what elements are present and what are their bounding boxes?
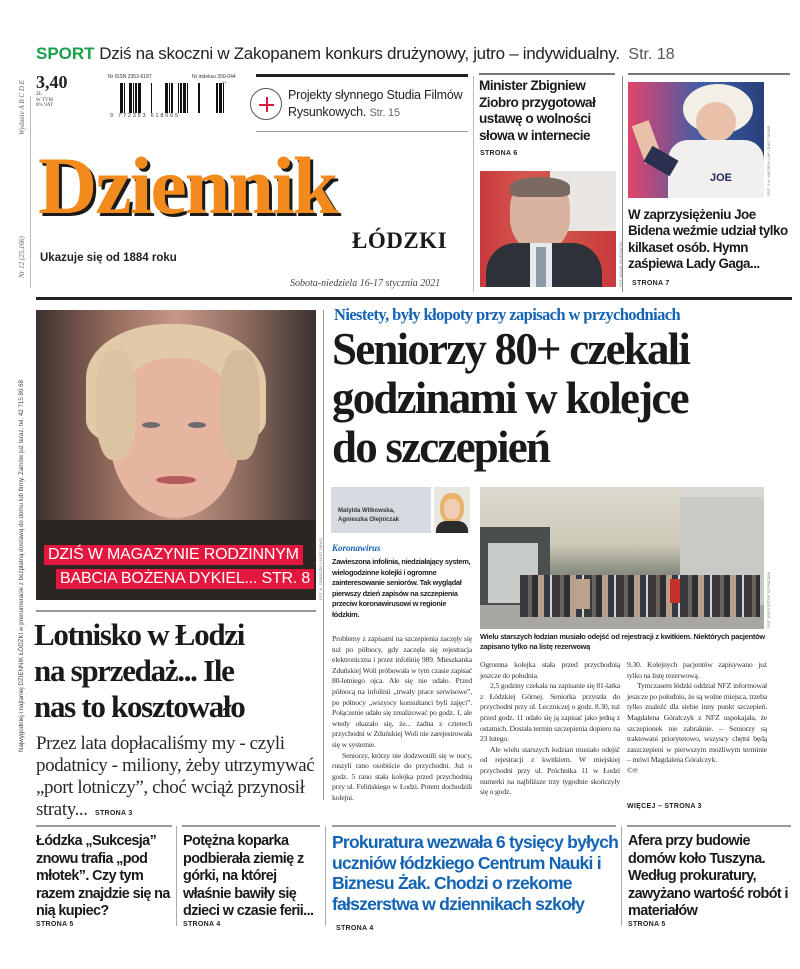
main-body-col3 (627, 660, 767, 777)
issn-label: Nr ISSN 2353-6187 (108, 74, 152, 80)
barcode-addon (216, 83, 232, 113)
barcode-bar (135, 83, 137, 113)
sport-teaser: Dziś na skoczni w Zakopanem konkurs drużynowy, jutro – indywidualny. (99, 44, 620, 63)
main-kicker: Niestety, były kłopoty przy zapisach w przychodniach (334, 305, 681, 324)
barcode-bar (133, 83, 134, 113)
barcode-addon-digits: 07 (222, 80, 227, 85)
main-lead: Zawieszona infolinia, niedziałający system, wielogodzinne kolejki i ogromne zainteresowanie seniorów. Tak wyglądał pierwszy dzień zapisów na szczepienia przeciw koronawirusowi w regionie łódzkim. (332, 557, 471, 619)
lotnisko-headline[interactable] (34, 617, 324, 725)
price-value: 3,40 (36, 72, 68, 92)
barcode-bar (178, 83, 179, 113)
queue-photo[interactable] (480, 487, 764, 629)
koparka-headline[interactable]: Potężna koparka podbierała ziemię z górki, na której właśnie bawiły się dzieci w czasie ferii... (183, 833, 314, 920)
biden-top-rule (628, 73, 790, 75)
author-1: Matylda Witkowska, (338, 508, 395, 514)
index-label: Nr indeksu 350-044 (192, 74, 236, 80)
main-headline[interactable] (332, 325, 792, 472)
paragraph: 9.30. Kolejnych pacjentów zapisywano już tylko na listę rezerwową. (627, 660, 767, 680)
section-tag: Koronawirus (332, 543, 381, 553)
masthead-tagline: Ukazuje się od 1884 roku (40, 252, 177, 264)
cartoon-studio-text: Projekty słynnego Studia Filmów Rysunkowych. (288, 88, 463, 119)
main-headline-line: Seniorzy 80+ czekali (332, 324, 690, 374)
author-box (331, 487, 431, 533)
bottom-rule-4 (627, 825, 791, 827)
paragraph: Ogromna kolejka stała przed przychodnią jeszcze do południa. (480, 660, 620, 680)
ziobro-top-rule (479, 73, 615, 75)
barcode-bar (187, 83, 188, 113)
lotnisko-page-ref: STRONA 3 (95, 810, 133, 817)
paragraph: Seniorzy, którzy nie dodzwonili się w nocy, ruszyli rano osobiście do przychodni. Już o godz. 5 rano stała kolejka przed przychodnią przy ul. Felińskiego w Łodzi. Potem dochodzili kolejni. (332, 750, 472, 802)
bottom-divider-2 (325, 826, 326, 926)
joe-shirt-text: JOE (710, 172, 733, 184)
edition-label: Wydanie A B C D E (18, 80, 26, 135)
lotnisko-headline-line: Lotnisko w Łodzi (34, 617, 245, 652)
koparka-page-ref: STRONA 4 (183, 921, 221, 928)
lotnisko-headline-line: nas to kosztowało (34, 689, 245, 724)
barcode-bar (124, 83, 125, 113)
barcode-bar (151, 83, 152, 113)
author-initials: ©℗ (627, 765, 639, 775)
price-vat-2: 8% VAT (36, 103, 53, 108)
barcode-bar (180, 83, 182, 113)
paragraph: Tymczasem łódzki oddział NFZ informował jeszcze po południu, że są wolne miejsca, trzeba tylko znaleźć dla siebie inny punkt szczepień. Magdalena Góralczyk z NFZ uspokajała, że szczepionek nie zabraknie. – Seniorzy są traktowani priorytetowo, wszyscy chętni będą zaszczepieni w pierwszym możliwym terminie – mówi Magdalena Góralczyk. (627, 681, 767, 765)
author-photo (434, 487, 470, 533)
lotnisko-headline-line: na sprzedaż... Ile (34, 653, 234, 688)
side-divider (30, 96, 31, 288)
plus-circle-icon (250, 88, 282, 120)
magazine-photo-credit: FOT. K. ZAWADZKI / EAST NEWS (318, 538, 323, 600)
sport-banner[interactable] (36, 44, 796, 66)
zak-headline-text: Prokuratura wezwała 6 tysięcy byłych uczniów łódzkiego Centrum Nauki i Biznesu Żak. Chodzi o rzekome fałszerstwa w dziennikach szkoły (332, 832, 619, 914)
barcode-bar (223, 83, 224, 113)
biden-page-ref: STRONA 7 (632, 279, 670, 287)
barcode-bar (138, 83, 141, 113)
tuszyn-page-ref: STRONA 5 (628, 921, 666, 928)
magazine-line-2[interactable]: BABCIA BOŻENA DYKIEL... STR. 8 (56, 569, 314, 589)
barcode-bar (216, 83, 218, 113)
biden-headline[interactable] (628, 207, 788, 292)
barcode-digits: 9 772353 618065 (110, 113, 180, 119)
barcode-bar (169, 83, 170, 113)
masthead-subtitle: ŁÓDZKI (352, 228, 448, 253)
zak-page-ref: STRONA 4 (336, 925, 374, 933)
issue-date: Sobota-niedziela 16-17 stycznia 2021 (290, 278, 441, 289)
sukcesja-page-ref: STRONA 5 (36, 921, 74, 928)
lotnisko-top-rule (36, 610, 316, 612)
paragraph: Ale wielu starszych łodzian musiało odejść od rejestracji z kwitkiem. W miejskiej przychodni przy ul. Próchnika 11 w Łodzi numerki na najbliższe trzy tygodnie skończyły się o godz. (480, 744, 620, 797)
price-vat (36, 92, 53, 109)
authors (338, 507, 399, 525)
tuszyn-headline[interactable]: Afera przy budowie domów koło Tuszyna. Według prokuratury, zawyżano wartość robót i materiałów (628, 833, 788, 920)
barcode-bar (219, 83, 222, 113)
zak-headline[interactable] (332, 832, 622, 940)
ziobro-photo-credit: FOT. ADAM JANKOWSKI (618, 241, 623, 287)
cartoon-studio-teaser[interactable] (288, 87, 468, 122)
main-body-col1 (332, 634, 472, 804)
bottom-rule-1 (36, 825, 172, 827)
barcode-bar (183, 83, 186, 113)
ziobro-page-ref: STRONA 6 (480, 150, 518, 157)
author-2: Agnieszka Olejniczak (338, 517, 400, 523)
queue-photo-caption: Wielu starszych łodzian musiało odejść od rejestracji z kwitkiem. Niektórych pacjentów zapisano tylko na listę rezerwową (480, 632, 765, 651)
masthead-bottom-rule (36, 297, 792, 300)
paragraph: Problemy z zapisami na szczepienia zaczęły się tuż po północy, gdy zaczęła się rejestracja elektroniczna i przez infolinię 989. Mieszkanka Zduńskiej Woli próbowała w tym czasie zapisać 80-letniego ojca. Ale się nie udało. Przed północą na infolinii „trwały prace serwisowe”, po północy „wszyscy konsultanci byli zajęci”. Połączenie udało się zrealizować po godz. 1, ale wtedy okazało się, że... żadna z czterech przychodni w Zduńskiej Woli nie zarejestrowała się w systemie. (332, 634, 472, 749)
biden-headline-text: W zaprzysiężeniu Joe Bidena weźmie udział tylko kilkaset osób. Hymn zaśpiewa Lady Gaga... (628, 207, 788, 272)
biden-photo-credit: FOT. J.H. WATSON / AP / EAST NEWS (766, 125, 771, 196)
sport-section-label: SPORT (36, 44, 95, 63)
masthead-title: Dziennik (38, 140, 337, 231)
sport-page-ref: Str. 18 (628, 46, 675, 63)
more-page-ref[interactable]: WIĘCEJ – STRONA 3 (627, 803, 702, 810)
paragraph: 2,5 godziny czekała na zapisanie się 81-latka z Łódzkiej Górnej. Seniorka przyszła do przychodni przy ul. Leczniczej o godz. 8.30, tuż przed godz. 11 udało się ją zapisać jako jedną z ostatnich. Dostała termin szczepienia dopiero na 23 lutego. (480, 681, 620, 744)
main-headline-line: do szczepień (332, 422, 550, 472)
ziobro-photo[interactable] (480, 171, 616, 287)
queue-photo-credit: FOT. KRZYSZTOF SZYMCZAK (766, 571, 771, 628)
cartoon-studio-page-ref: Str. 15 (369, 107, 400, 119)
sukcesja-headline[interactable]: Łódzka „Sukcesja” znowu trafia „pod młotek”. Czy tym razem znajdzie się na nią kupiec? (36, 833, 170, 920)
barcode-bar (165, 83, 168, 113)
main-column-divider (323, 310, 324, 800)
barcode-bar (171, 83, 173, 113)
biden-photo[interactable] (628, 82, 764, 198)
main-headline-line: godzinami w kolejce (332, 373, 688, 423)
issue-number: Nr 12 (25,166) (18, 236, 26, 278)
teaser-top-rule (256, 74, 468, 77)
barcode-bar (129, 83, 132, 113)
lotnisko-deck-text: Przez lata dopłacaliśmy my - czyli podatnicy - miliony, żeby utrzymywać „port lotniczy”, choć wciąż przynosił straty... (36, 733, 315, 820)
barcode-bar (198, 83, 200, 113)
bottom-rule-2 (182, 825, 320, 827)
price-vat-1: W TYM (36, 97, 53, 103)
masthead-divider (473, 76, 474, 292)
ziobro-headline[interactable]: Minister Zbigniew Ziobro przygotował ustawę o wolności słowa w internecie (479, 78, 596, 143)
teaser-bottom-rule (256, 131, 468, 132)
barcode-bar (120, 83, 123, 113)
price-currency: ZŁ (36, 92, 43, 97)
bottom-rule-3 (332, 825, 616, 827)
lotnisko-deck (36, 733, 326, 825)
main-body-col2 (480, 660, 620, 798)
subscription-promo: Najwygodniej i najtaniej DZIENNIK ŁÓDZKI w prenumeracie z bezpłatną dostawą do domu lub firmy. Zamów już teraz, tel. 42 715 80 68 (18, 380, 25, 752)
magazine-line-1[interactable]: DZIŚ W MAGAZYNIE RODZINNYM (44, 545, 303, 565)
barcode-image (120, 83, 210, 113)
bottom-divider-1 (176, 826, 177, 926)
